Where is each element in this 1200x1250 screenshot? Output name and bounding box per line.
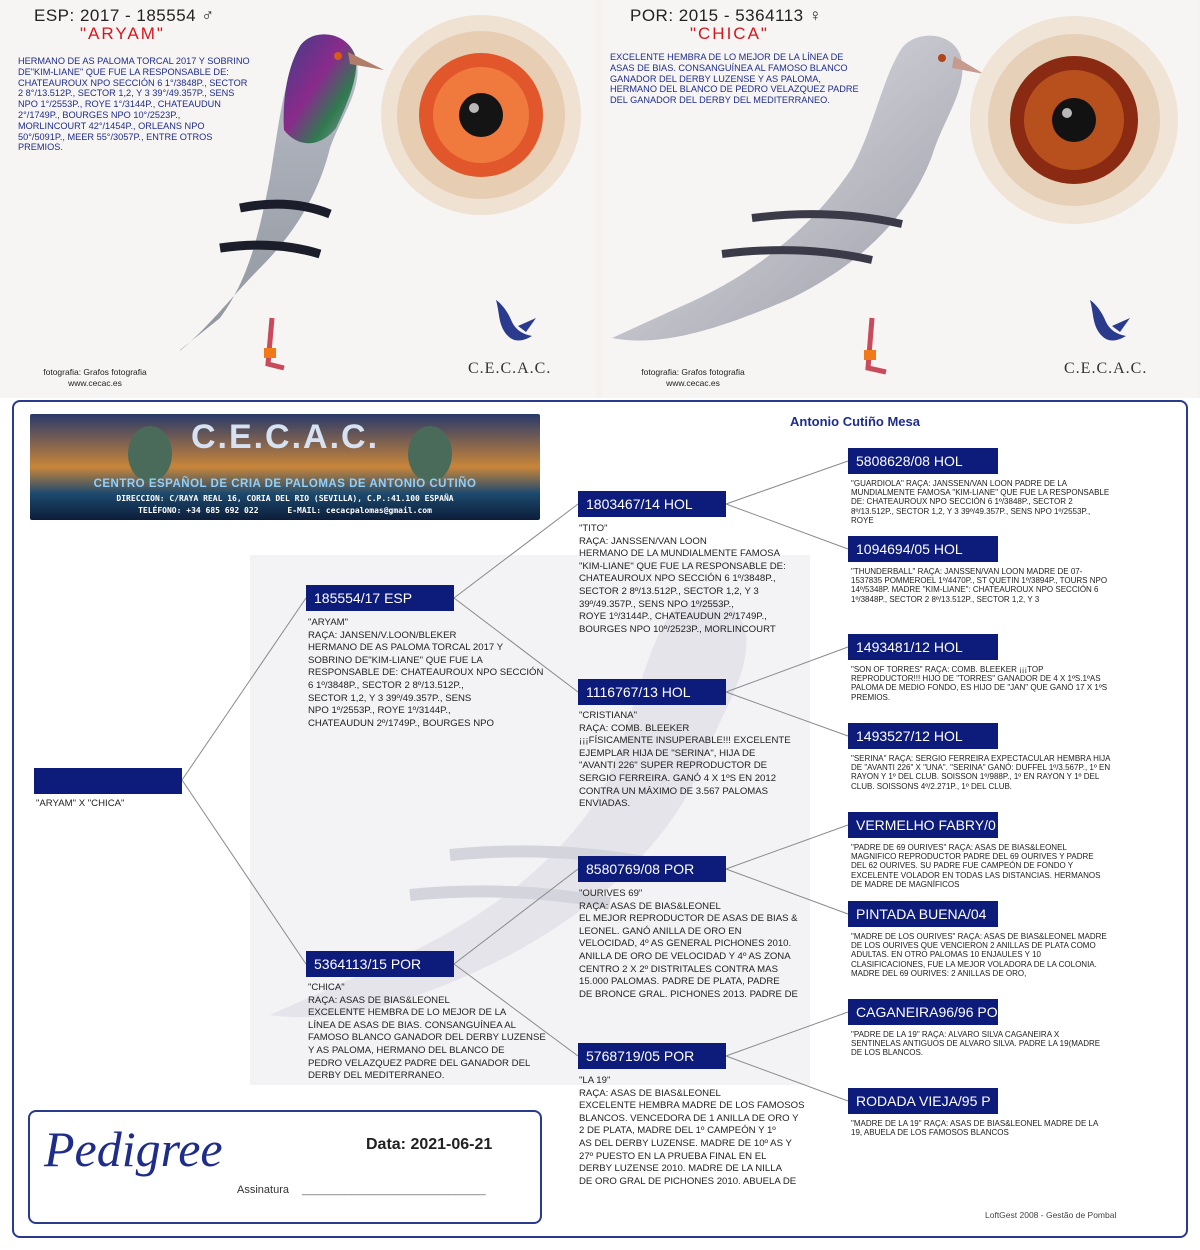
g3-line: PADRE LA 19(MADRE DE LOS BLANCOS. [851, 1039, 1101, 1058]
dam-card-brand: C.E.C.A.C. [1064, 360, 1148, 377]
dam-line: PEDRO VELAZQUEZ PADRE DEL GANADOR DEL [308, 1057, 531, 1069]
g3-ring-box-7: CAGANEIRA96/96 PO [848, 999, 998, 1025]
g3-ring-box-2: 1094694/05 HOL [848, 536, 998, 562]
sire-line: CHATEAUDUN 2º/1749P., BOURGES NPO [308, 717, 495, 729]
dam-card-ring: POR: 2015 - 5364113 ♀ [630, 6, 823, 25]
ss-details [579, 523, 841, 636]
g3-line: 10 CLASIFICACIONES, FUE LA MEJOR VOLADORA DE LA [851, 950, 1057, 969]
dd-name: "LA 19" [579, 1075, 611, 1086]
g3-line: MADRE DE 07-1537835 POMMEROEL 1º/4470P., ST [851, 567, 1083, 586]
dam-line: FAMOSO BLANCO GANADOR DEL DERBY LUZENSE [308, 1032, 546, 1044]
dd-details [579, 1075, 841, 1188]
ds-ring-box: 8580769/08 POR [578, 856, 726, 882]
dd-line: 27º PUESTO EN LA PRUEBA FINAL EN EL [579, 1150, 767, 1162]
dam-line: DERBY DEL MEDITERRANEO. [308, 1070, 445, 1082]
g3-name: "PADRE DE 69 OURIVES" [851, 843, 947, 852]
logo-contact: TELÉFONO: +34 685 692 022 E-MAIL: cecacpalomas@gmail.com [138, 506, 432, 515]
dd-ring-box: 5768719/05 POR [578, 1043, 726, 1069]
subject-label: "ARYAM" X "CHICA" [36, 798, 125, 809]
software-credit: LoftGest 2008 - Gestão de Pombal [985, 1210, 1117, 1220]
ss-name: "TITO" [579, 523, 608, 534]
g3-line: QUETIN 1º/3894P., TOURS NPO 14º/5348P. MADRE [851, 576, 1108, 595]
sd-line: ENVIADAS. [579, 798, 631, 810]
g3-line: RAÇA: ALVARO SILVA [921, 1030, 1003, 1039]
ss-line: ROYE 1º/3144P., CHATEAUDUN 2º/1749P., [579, 611, 767, 623]
ds-line: RAÇA: ASAS DE BIAS&LEONEL [579, 900, 721, 912]
g3-line: MADRE DE LOS OURIVES QUE VENCIERON 2 ANILLAS DE [851, 932, 1107, 951]
ds-name: "OURIVES 69" [579, 888, 643, 899]
g3-name: "SERINA" [851, 754, 887, 763]
g3-line: RAÇA: ASAS DE BIAS&LEONEL [948, 843, 1067, 852]
g3-line: MAGNIFICO REPRODUCTOR PADRE DEL 69 OURIVES Y [851, 852, 1065, 862]
sire-line: RESPONSABLE DE: CHATEAUROUX NPO SECCIÓN [308, 667, 544, 679]
g3-line: COLONIA. MADRE DEL 69 OURIVES: 2 ANILLAS DE ORO, [851, 959, 1097, 978]
dam-credit-line2: www.cecac.es [666, 378, 720, 388]
logo-title: C.E.C.A.C. [190, 418, 380, 456]
sire-card-description: HERMANO DE AS PALOMA TORCAL 2017 Y SOBRINO DE"KIM-LIANE" QUE FUE LA RESPONSABLE DE: CHATEAUROUX NPO SECCIÓN 6 1°/3848P., SECTOR 2 8°/13.512P., SECTOR 1,2, Y 3 39°/49.357P., SENS NPO 1°/2553P., ROYE 1°/3144P., CHATEAUDUN 2°/1749P., BOURGES NPO 10°/2523P., MORLINCOURT 42°/1454P., ORLEANS NPO 50°/5091P., MEER 55°/3057P., ENTRE OTROS PREMIOS. [18, 56, 250, 153]
g3-line: PADRE DEL 62 OURIVES. SU PADRE FUE CAMPEÓN DE [851, 852, 1094, 871]
g3-line: DE 4 X 1ºS.1ºAS PALOMA DE MEDIO FONDO, ES HIJO [851, 674, 1101, 693]
g3-line: EXPECTACULAR HEMBRA HIJA DE "AVANTI 226" X "UNA". [851, 754, 1110, 773]
sire-card-brand: C.E.C.A.C. [468, 360, 552, 377]
g3-line: RAÇA: JANSSEN/VAN LOON [917, 567, 1025, 576]
owner-name: Antonio Cutiño Mesa [790, 414, 920, 429]
ss-line: BOURGES NPO 10º/2523P., MORLINCOURT [579, 623, 776, 635]
ss-line: SECTOR 2 8º/13.512P., SECTOR 1,2, Y 3 [579, 585, 759, 597]
g3-ring-box-3: 1493481/12 HOL [848, 634, 998, 660]
g3-line: 1º DEL CLUB. SOISSON 1º/988P., 1º EN RAYON Y 1º [888, 772, 1082, 782]
g3-line: RAÇA: ASAS DE BIAS&LEONEL [923, 1119, 1042, 1128]
sire-credit-line1: fotografia: Grafos fotografia [43, 367, 147, 377]
ds-line: CENTRO 2 X 2º DISTRITALES CONTRA MAS [579, 963, 778, 975]
dam-line: EXCELENTE HEMBRA DE LO MEJOR DE LA [308, 1007, 507, 1019]
g3-details-8 [851, 1119, 1111, 1137]
g3-name: "THUNDERBALL" [851, 567, 916, 576]
dd-line: 2 DE PLATA, MADRE DEL 1º CAMPEÓN Y 1º [579, 1125, 776, 1137]
pedigree-date: Data: 2021-06-21 [366, 1136, 493, 1153]
sd-details [579, 710, 841, 811]
g3-details-1 [851, 479, 1111, 525]
ss-line: 39º/49.357P., SENS NPO 1º/2553P., [579, 598, 734, 610]
sire-credit-line2: www.cecac.es [68, 378, 122, 388]
sd-ring-box: 1116767/13 HOL [578, 679, 726, 705]
sd-name: "CRISTIANA" [579, 710, 637, 721]
logo-subtitle: CENTRO ESPAÑOL DE CRIA DE PALOMAS DE ANTONIO CUTIÑO [93, 478, 477, 490]
g3-line: ¡¡¡TOP REPRODUCTOR!!! HIJO DE "TORRES" GANADOR [851, 665, 1044, 684]
g3-line: PLATA COMO ADULTAS. EN OTRO PALOMAS 10 ENJAULES Y [851, 941, 1096, 960]
sd-line: EJEMPLAR HIJA DE "SERINA", HIJA DE [579, 747, 756, 759]
g3-line: RAÇA: COMB. BLEEKER [924, 665, 1017, 674]
dd-line: RAÇA: ASAS DE BIAS&LEONEL [579, 1087, 721, 1099]
dd-line: EXCELENTE HEMBRA MADRE DE LOS FAMOSOS [579, 1100, 805, 1112]
g3-line: RAÇA: ASAS DE BIAS&LEONEL [957, 932, 1076, 941]
g3-line: FUE LA RESPONSABLE DE: CHATEAUROUX NPO SECCIÓN 6 [851, 488, 1110, 507]
ds-line: ANILLA DE ORO DE VELOCIDAD Y 4º AS ZONA [579, 950, 791, 962]
g3-line: RAÇA: JANSSEN/VAN LOON [906, 479, 1013, 488]
dam-line: RAÇA: ASAS DE BIAS&LEONEL [308, 994, 450, 1006]
dam-name: "CHICA" [308, 982, 345, 993]
g3-name: "MADRE DE LOS OURIVES" [851, 932, 956, 941]
signature-area [237, 1184, 486, 1196]
ds-line: 15.000 PALOMAS. PADRE DE PLATA, PADRE [579, 976, 780, 988]
g3-line: FONDO Y EXCELENTE VOLADOR EN TODAS LAS [851, 861, 1073, 880]
signature-line: ______________________________ [302, 1184, 486, 1196]
g3-name: "SON OF TORRES" [851, 665, 923, 674]
g3-ring-box-1: 5808628/08 HOL [848, 448, 998, 474]
ds-line: DE BRONCE GRAL. PICHONES 2013. PADRE DE [579, 988, 798, 1000]
g3-line: SECTOR 2 8º/13.512P., SECTOR 1,2, Y 3 [889, 594, 1040, 604]
g3-ring-box-5: VERMELHO FABRY/0 [848, 812, 998, 838]
sire-details [308, 617, 570, 730]
g3-name: "PADRE DE LA 19" [851, 1030, 920, 1039]
g3-line: MADRE DE LA 19, ABUELA DE LOS FAMOSOS BLANCOS [851, 1119, 1098, 1138]
ss-line: RAÇA: JANSSEN/VAN LOON [579, 535, 707, 547]
sire-name: "ARYAM" [308, 617, 349, 628]
dam-line: Y AS PALOMA, HERMANO DEL BLANCO DE [308, 1044, 505, 1056]
sire-line: SOBRINO DE"KIM-LIANE" QUE FUE LA [308, 654, 483, 666]
sd-line: SERGIO FERREIRA. GANÓ 4 X 1ºS EN 2012 [579, 772, 777, 784]
ds-line: VELOCIDAD, 4º AS GENERAL PICHONES 2010. [579, 938, 792, 950]
sire-line: 6 1º/3848P., SECTOR 2 8º/13.512P., [308, 679, 464, 691]
sire-line: SECTOR 1,2, Y 3 39º/49.357P., SENS [308, 692, 472, 704]
ss-line: HERMANO DE LA MUNDIALMENTE FAMOSA [579, 548, 780, 560]
subject-ring-box [34, 768, 182, 794]
ss-ring-box: 1803467/14 HOL [578, 491, 726, 517]
dam-card-description: EXCELENTE HEMBRA DE LO MEJOR DE LA LÍNEA DE ASAS DE BIAS. CONSANGUÍNEA AL FAMOSO BLANCO GANADOR DEL DERBY LUZENSE Y AS PALOMA, HERMANO DEL BLANCO DE PEDRO VELAZQUEZ PADRE DEL GANADOR DEL DERBY DEL MEDITERRANEO. [610, 52, 859, 106]
g3-line: PADRE DE LA MUNDIALMENTE FAMOSA "KIM-LIANE" QUE [851, 479, 1067, 498]
g3-ring-box-8: RODADA VIEJA/95 P [848, 1088, 998, 1114]
g3-line: RAÇA: SERGIO FERREIRA [888, 754, 989, 763]
g3-details-6 [851, 932, 1111, 978]
ds-line: LEONEL. GANÓ ANILLA DE ORO EN [579, 925, 742, 937]
ss-line: CHATEAUROUX NPO SECCIÓN 6 1º/3848P., [579, 573, 776, 585]
sire-line: HERMANO DE AS PALOMA TORCAL 2017 Y [308, 642, 504, 654]
dam-card-name: "CHICA" [690, 24, 769, 43]
g3-details-3 [851, 665, 1111, 702]
g3-name: "GUARDIOLA" [851, 479, 904, 488]
g3-details-7 [851, 1030, 1111, 1058]
g3-details-2 [851, 567, 1111, 604]
sd-line: ¡¡¡FÍSICAMENTE INSUPERABLE!!! EXCELENTE [579, 735, 791, 747]
sire-line: RAÇA: JANSEN/V.LOON/BLEKER [308, 629, 457, 641]
g3-line: DE "JAN" QUE GANÓ 17 X 1ºS PREMIOS. [851, 683, 1108, 702]
g3-line: CAGANEIRA X SENTINELAS ANTIGUOS DE ALVARO SILVA. [851, 1030, 1060, 1049]
dd-line: AS DEL DERBY LUZENSE. MADRE DE 10º AS Y [579, 1137, 792, 1149]
g3-details-5 [851, 843, 1111, 889]
ds-details [579, 888, 841, 1001]
g3-line: "SERINA" GANÓ: DUFFEL 1º/3.567P., 1º EN RAYON Y [851, 763, 1111, 782]
dam-credit-line1: fotografia: Grafos fotografia [641, 367, 745, 377]
ds-line: EL MEJOR REPRODUCTOR DE ASAS DE BIAS & [579, 913, 798, 925]
dam-details [308, 982, 570, 1083]
dam-ring-box: 5364113/15 POR [306, 951, 454, 977]
ss-line: "KIM-LIANE" QUE FUE LA RESPONSABLE DE: [579, 560, 786, 572]
g3-ring-box-4: 1493527/12 HOL [848, 723, 998, 749]
g3-line: "KIM-LIANE": CHATEAUROUX NPO SECCIÓN 6 1º/3848P., [851, 585, 1099, 604]
g3-line: DISTANCIAS. HERMANOS DE MADRE DE MAGNÍFICOS [851, 870, 1101, 889]
sire-line: NPO 1º/2553P., ROYE 1º/3144P., [308, 705, 451, 717]
sire-card-name: "ARYAM" [80, 24, 165, 43]
sd-line: RAÇA: COMB. BLEEKER [579, 722, 690, 734]
logo-address: DIRECCION: C/RAYA REAL 16, CORIA DEL RIO (SEVILLA), C.P.:41.100 ESPAÑA [116, 494, 454, 503]
g3-name: "MADRE DE LA 19" [851, 1119, 922, 1128]
dd-line: BLANCOS. VENCEDORA DE 1 ANILLA DE ORO Y [579, 1112, 799, 1124]
dd-line: DE ORO GRAL DE PICHONES 2010. ABUELA DE [579, 1175, 797, 1187]
g3-line: 1º/3848P., SECTOR 2 8º/13.512P., SECTOR 1,2, Y [851, 497, 1073, 516]
sd-line: CONTRA UN MÁXIMO DE 3.567 PALOMAS [579, 785, 769, 797]
pedigree-title: Pedigree [44, 1121, 223, 1177]
signature-label: Assinatura [237, 1184, 289, 1196]
g3-details-4 [851, 754, 1111, 791]
g3-ring-box-6: PINTADA BUENA/04 [848, 901, 998, 927]
g3-line: DEL CLUB. SOISSONS 4º/2.271P., 1º DEL CLUB. [851, 772, 1099, 791]
g3-line: 3 39º/49.357P., SENS NPO 1º/2553P., ROYE [851, 506, 1091, 525]
sire-ring-box: 185554/17 ESP [306, 585, 454, 611]
sd-line: "AVANTI 226" SUPER REPRODUCTOR DE [579, 760, 768, 772]
dd-line: DERBY LUZENSE 2010. MADRE DE LA NILLA [579, 1163, 782, 1175]
dam-line: LÍNEA DE ASAS DE BIAS. CONSANGUÍNEA AL [308, 1019, 516, 1031]
sire-card-ring: ESP: 2017 - 185554 ♂ [34, 6, 215, 25]
